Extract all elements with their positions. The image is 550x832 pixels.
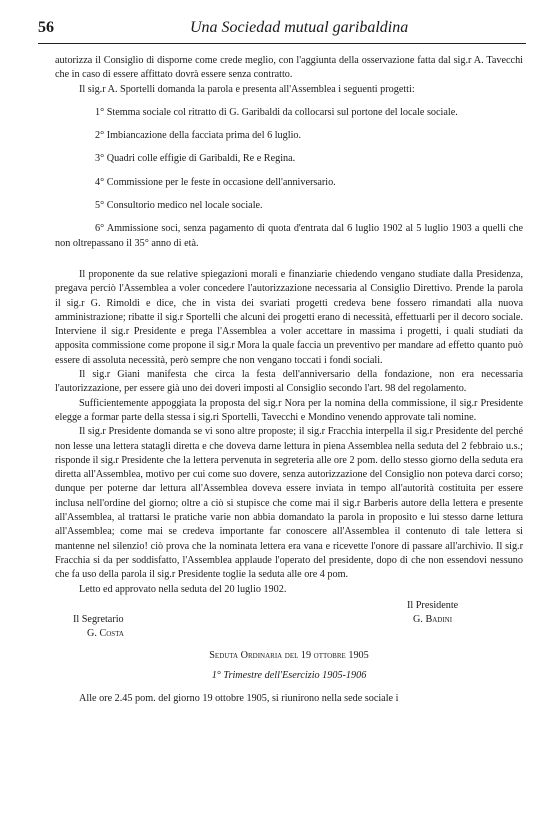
- paragraph: Il sig.r Presidente domanda se vi sono altre proposte; il sig.r Fracchia interpella il sig.r Presidente del perché non lesse una lettera statagli diretta e che doveva darne lettura in piena Assemblea nella seduta del 2 febbraio u.s.; risponde il sig.r Presidente che la lettera pervenuta in segreteria alle ore 2 pom. dello stesso giorno della seduta era diretta all'Assemblea, motivo per cui come suo dovere, senza autorizzazione del Consiglio non poteva darci corso; dunque per poterne dar lettura all'Assemblea doveva essere inviata in tempo all'autorità costituita per essere inclusa nell'ordine del giorno; oltre a ciò si stupisce che come mai il sig.r Barberis autore della lettera e presente all'Assemblea, al trattarsi le pratiche varie non abbia domandato la parola in proposito e lui stesso darne lettura all'Assemblea; come mai se credeva importante far conoscere all'Assemblea il contenuto di tale lettera si mantenne nel silenzio! ciò prova che la nominata lettera era vana e ricevette l'onore di passare all'archivio. Il sig.r Fracchia si da per soddisfatto, l'Assemblea applaude l'operato del presidente, dopo di che non essendovi nessuno che fa uso della parola il sig.r Presidente toglie la seduta alle ore 4 pom.: [55, 426, 523, 581]
- secretary-title: Il Segretario: [73, 613, 124, 625]
- list-item: 6° Ammissione soci, senza pagamento di quota d'entrata dal 6 luglio 1902 al 5 luglio 1903 a quelli che non oltrepassano il 35° anno di età.: [55, 223, 523, 249]
- secretary-name: G. Costa: [87, 627, 124, 639]
- president-title: Il Presidente: [407, 599, 459, 611]
- approval-line: Letto ed approvato nella seduta del 20 luglio 1902.: [79, 583, 287, 595]
- page-number: 56: [38, 19, 54, 36]
- list-item: 5° Consultorio medico nel locale sociale.: [95, 200, 263, 212]
- signature-block: [55, 599, 523, 643]
- list-item: 4° Commissione per le feste in occasione dell'anniversario.: [95, 176, 336, 188]
- running-title: Una Sociedad mutual garibaldina: [190, 19, 409, 36]
- document-body: [55, 54, 523, 707]
- paragraph: Il sig.r Giani manifesta che circa la festa dell'anniversario della fondazione, non era necessaria l'autorizzazione, per essere già uno dei doveri imposti al Consiglio secondo l'art. 98 del regolamento.: [55, 369, 523, 395]
- paragraph: autorizza il Consiglio di disporne come crede meglio, con l'aggiunta della osservazione fatta dal sig.r A. Tavecchi che in caso di essere affittato dovrà essere senza contratto.: [55, 55, 523, 81]
- paragraph: Alle ore 2.45 pom. del giorno 19 ottobre 1905, si riunirono nella sede sociale i: [79, 693, 399, 705]
- running-header: [38, 19, 526, 44]
- list-item: 2° Imbiancazione della facciata prima del 6 luglio.: [95, 130, 302, 142]
- session-heading: Seduta Ordinaria del 19 ottobre 1905: [209, 649, 369, 661]
- president-name: G. Badini: [413, 613, 453, 625]
- list-item: 3° Quadri colle effigie di Garibaldi, Re e Regina.: [95, 153, 296, 165]
- paragraph: Sufficientemente appoggiata la proposta del sig.r Nora per la nomina della commissione, il sig.r Presidente elegge a formar parte della stessa i sig.ri Sportelli, Tavecchi e Mondino venendo approvate tali nomine.: [55, 397, 523, 423]
- paragraph: Il sig.r A. Sportelli domanda la parola e presenta all'Assemblea i seguenti progetti:: [79, 83, 415, 95]
- paragraph: Il proponente da sue relative spiegazioni morali e finanziarie chiedendo vengano studiate dalla Presidenza, pregava perciò l'Assemblea a voler concedere l'autorizzazione necessaria al Consiglio Direttivo. Prende la parola il sig.r G. Rimoldi e dice, che in vista dei svariati progetti credeva bene fossero rimandati alla nuova amministrazione; ribatte il sig.r Sportelli che alcuni dei progetti erano di necessità, effettuarli per il decoro sociale. Interviene il sig.r Presidente e prega l'Assemblea a voler accettare in massima i progetti, i quali studiati da apposita commissione come propone il sig.r Mora la quale faccia un preventivo per mandare ad effetto quanto può essere di assoluta necessità, però sempre che non vengano toccati i fondi sociali.: [55, 268, 523, 366]
- session-subheading: 1° Trimestre dell'Esercizio 1905-1906: [211, 670, 367, 682]
- list-item: 1° Stemma sociale col ritratto di G. Garibaldi da collocarsi sul portone del locale sociale.: [95, 106, 458, 118]
